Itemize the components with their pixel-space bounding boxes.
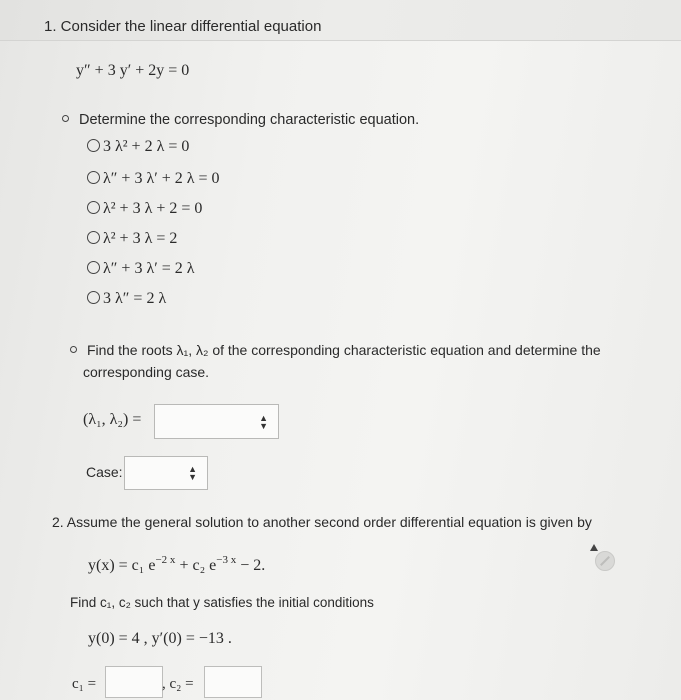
radio-icon[interactable] [87, 171, 100, 184]
c1-label: c₁ = [72, 676, 97, 692]
disabled-icon [595, 551, 615, 571]
q2-title: 2. Assume the general solution to another second order differential equation is given by [52, 514, 592, 530]
q2-solution-suffix: − 2. [236, 557, 266, 574]
q2-solution-mid: + c₂ e [175, 557, 217, 574]
option-4[interactable] [87, 230, 177, 248]
option-6[interactable] [87, 290, 166, 308]
c1-input[interactable] [105, 666, 163, 698]
option-5-label: λ″ + 3 λ′ = 2 λ [103, 260, 195, 277]
cursor-arrow-icon [590, 544, 598, 551]
q1-part-b-prompt-line1: Find the roots λ₁, λ₂ of the corresponding characteristic equation and determine the [87, 342, 601, 358]
q2-solution-prefix: y(x) = c₁ e [88, 557, 156, 574]
q1-part-b-prompt-line2: corresponding case. [83, 364, 210, 380]
option-1-label: 3 λ² + 2 λ = 0 [103, 138, 190, 155]
hollow-bullet-icon [62, 115, 69, 122]
roots-label: (λ₁, λ₂) = [83, 411, 142, 428]
q1-part-b-prompt-row [70, 342, 601, 358]
case-select[interactable] [124, 456, 208, 490]
option-4-label: λ² + 3 λ = 2 [103, 230, 178, 247]
q1-part-a-prompt: Determine the corresponding characteristic equation. [79, 112, 420, 128]
option-3[interactable] [87, 200, 202, 218]
radio-icon[interactable] [87, 291, 100, 304]
option-1[interactable] [87, 138, 189, 156]
q1-part-a-prompt-row [62, 112, 419, 128]
radio-icon[interactable] [87, 139, 100, 152]
q2-find-text: Find c₁, c₂ such that y satisfies the initial conditions [70, 595, 374, 610]
q1-title: 1. Consider the linear differential equation [44, 18, 322, 35]
case-label: Case: [86, 464, 123, 480]
updown-arrows-icon: ▲ ▼ [259, 412, 268, 431]
q2-solution [88, 554, 265, 575]
q2-exponent-2: −3 x [216, 554, 237, 566]
option-2-label: λ″ + 3 λ′ + 2 λ = 0 [103, 170, 220, 187]
roots-select[interactable] [154, 404, 279, 439]
hollow-bullet-icon [70, 346, 77, 353]
q2-exponent-1: −2 x [155, 554, 176, 566]
option-6-label: 3 λ″ = 2 λ [103, 290, 167, 307]
c2-label: , c₂ = [162, 676, 194, 692]
option-2[interactable] [87, 170, 220, 188]
q1-equation: y″ + 3 y′ + 2y = 0 [76, 62, 190, 79]
option-3-label: λ² + 3 λ + 2 = 0 [103, 200, 203, 217]
option-5[interactable] [87, 260, 194, 278]
q2-conditions: y(0) = 4 , y′(0) = −13 . [88, 630, 232, 647]
c2-input[interactable] [204, 666, 262, 698]
radio-icon[interactable] [87, 201, 100, 214]
radio-icon[interactable] [87, 261, 100, 274]
updown-arrows-icon: ▲ ▼ [188, 464, 197, 482]
radio-icon[interactable] [87, 231, 100, 244]
